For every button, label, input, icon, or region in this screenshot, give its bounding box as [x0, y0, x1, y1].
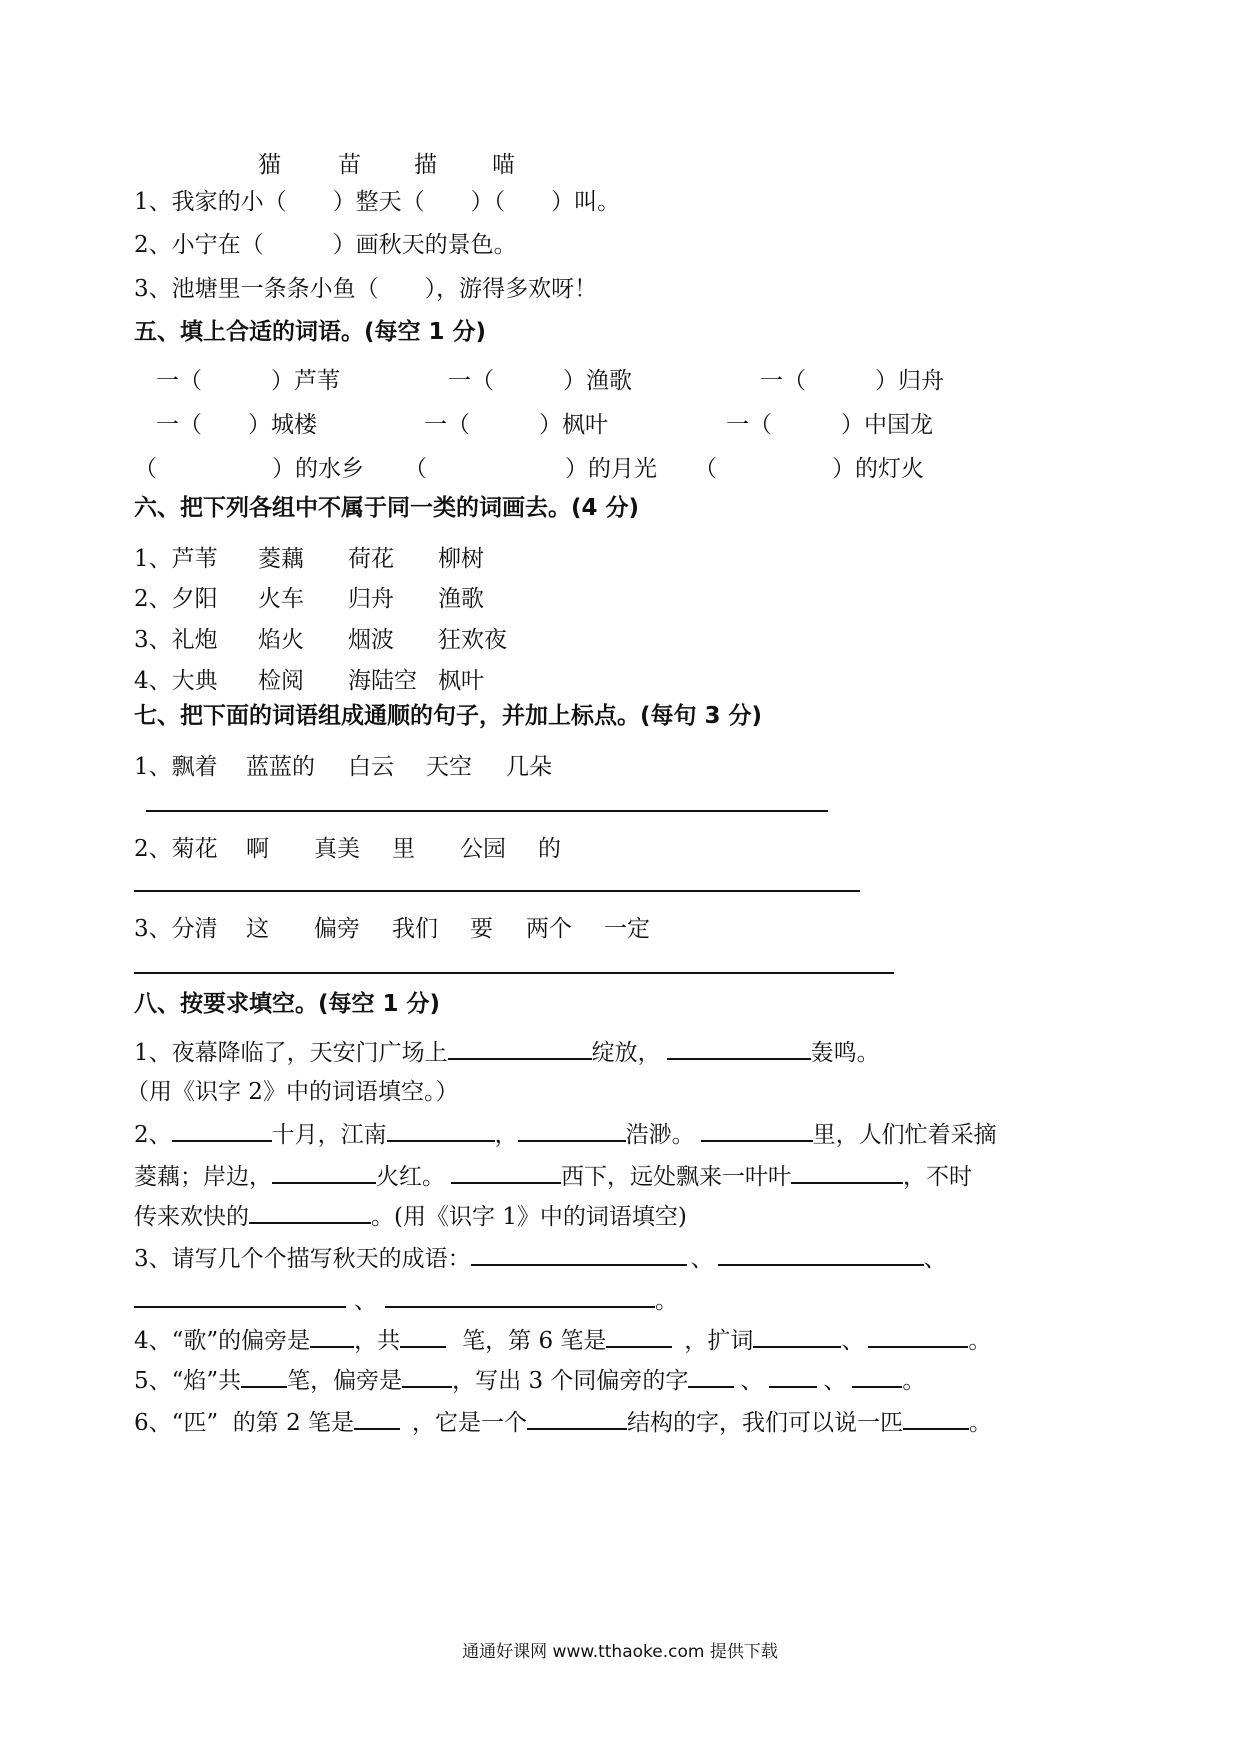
text: 5、“焰”共: [134, 1368, 242, 1394]
sentence-word: 几朵: [506, 754, 552, 780]
fill-word: （ ）的灯火: [694, 456, 924, 482]
answer-line[interactable]: [134, 890, 860, 892]
text: 西下，远处飘来一叶叶: [561, 1164, 791, 1190]
group-word[interactable]: 柳树: [438, 546, 484, 572]
text: 火红。: [376, 1164, 445, 1190]
blank[interactable]: [249, 1200, 371, 1224]
group-word[interactable]: 狂欢夜: [438, 627, 507, 653]
group-word[interactable]: 荷花: [348, 546, 394, 572]
q8-5: [134, 1364, 925, 1395]
sentence-word: 啊: [246, 836, 269, 862]
group-label-word[interactable]: 1、芦苇: [134, 546, 218, 572]
text: 2、: [134, 1122, 172, 1148]
section-title: 七、把下面的词语组成通顺的句子，并加上标点。(每句 3 分): [134, 703, 763, 729]
fill-word: 一（ ）归舟: [760, 368, 944, 394]
text: 笔，偏旁是: [287, 1368, 403, 1394]
blank[interactable]: [385, 1284, 655, 1308]
text: ，写出 3 个同偏旁的字: [452, 1368, 689, 1394]
text: ，不时: [903, 1164, 972, 1190]
q8-2: [134, 1118, 997, 1149]
q4-sentence: 3、池塘里一条条小鱼（ ），游得多欢呀！: [134, 276, 598, 302]
sentence-word: 偏旁: [314, 916, 360, 942]
blank[interactable]: [903, 1406, 969, 1430]
text: 传来欢快的: [134, 1204, 249, 1230]
q8-3: [134, 1242, 947, 1273]
text: ，它是一个: [412, 1410, 528, 1436]
blank[interactable]: [354, 1406, 400, 1430]
sentence-word: 3、分清: [134, 916, 218, 942]
q8-1-note: （用《识字 2》中的词语填空。）: [126, 1079, 459, 1105]
answer-line[interactable]: [146, 810, 828, 812]
char-option: 描: [414, 152, 437, 178]
fill-word: 一（ ）芦苇: [156, 368, 340, 394]
q8-2-cont: [134, 1160, 972, 1191]
char-option: 猫: [258, 152, 281, 178]
blank[interactable]: [451, 1160, 561, 1184]
group-word[interactable]: 火车: [258, 586, 304, 612]
section-title: 八、按要求填空。(每空 1 分): [134, 991, 441, 1017]
text: 。: [968, 1328, 992, 1354]
blank[interactable]: [310, 1324, 354, 1348]
sentence-word: 的: [538, 836, 561, 862]
sentence-word: 蓝蓝的: [246, 754, 315, 780]
q8-6: [134, 1406, 992, 1437]
text: 。: [655, 1288, 678, 1314]
section-title: 六、把下列各组中不属于同一类的词画去。(4 分): [134, 495, 640, 521]
q8-3-cont: [134, 1284, 678, 1315]
blank[interactable]: [718, 1242, 924, 1266]
text: 3、请写几个个描写秋天的成语：: [134, 1246, 471, 1272]
blank[interactable]: [527, 1406, 627, 1430]
blank[interactable]: [241, 1364, 287, 1388]
sentence-word: 我们: [392, 916, 438, 942]
blank[interactable]: [791, 1160, 903, 1184]
text: 。: [969, 1410, 993, 1436]
blank[interactable]: [448, 1036, 592, 1060]
group-word[interactable]: 渔歌: [438, 586, 484, 612]
blank[interactable]: [753, 1324, 841, 1348]
group-word[interactable]: 烟波: [348, 627, 394, 653]
sentence-word: 这: [246, 916, 269, 942]
text: 轰鸣。: [810, 1040, 880, 1066]
section-title: 五、填上合适的词语。(每空 1 分): [134, 319, 487, 345]
group-label-word[interactable]: 2、夕阳: [134, 586, 218, 612]
blank[interactable]: [606, 1324, 672, 1348]
group-word[interactable]: 枫叶: [438, 668, 484, 694]
text: 6、“匹” 的第 2 笔是: [134, 1410, 355, 1436]
text: 。: [902, 1368, 926, 1394]
group-word[interactable]: 归舟: [348, 586, 394, 612]
group-word[interactable]: 海陆空: [348, 668, 417, 694]
page-footer: 通通好课网 www.tthaoke.com 提供下载: [462, 1642, 778, 1662]
blank[interactable]: [134, 1284, 346, 1308]
blank[interactable]: [852, 1364, 902, 1388]
q8-4: [134, 1324, 991, 1355]
fill-word: （ ）的月光: [404, 456, 657, 482]
group-label-word[interactable]: 3、礼炮: [134, 627, 218, 653]
group-word[interactable]: 菱藕: [258, 546, 304, 572]
sentence-word: 里: [392, 836, 415, 862]
text: 菱藕；岸边，: [134, 1164, 272, 1190]
text: 1、夜幕降临了，天安门广场上: [134, 1040, 448, 1066]
text: 、: [740, 1368, 764, 1394]
blank[interactable]: [688, 1364, 734, 1388]
group-word[interactable]: 焰火: [258, 627, 304, 653]
blank[interactable]: [400, 1324, 446, 1348]
sentence-word: 真美: [314, 836, 360, 862]
text: 浩渺。: [625, 1122, 695, 1148]
fill-word: 一（ ）城楼: [156, 412, 317, 438]
text: 结构的字，我们可以说一匹: [627, 1410, 904, 1436]
text: 里，人们忙着采摘: [812, 1122, 997, 1148]
blank[interactable]: [172, 1118, 272, 1142]
group-word[interactable]: 检阅: [258, 668, 304, 694]
text: 十月，江南: [271, 1122, 387, 1148]
sentence-word: 公园: [460, 836, 506, 862]
text: 、: [923, 1246, 947, 1272]
text: ，: [494, 1122, 518, 1148]
text: 4、“歌”的偏旁是: [134, 1328, 311, 1354]
sentence-word: 天空: [426, 754, 472, 780]
text: 、: [690, 1246, 714, 1272]
blank[interactable]: [518, 1118, 626, 1142]
sentence-word: 两个: [526, 916, 572, 942]
group-label-word[interactable]: 4、大典: [134, 668, 218, 694]
text: 绽放，: [591, 1040, 661, 1066]
char-option: 苗: [338, 152, 361, 178]
q8-2-end: [134, 1200, 687, 1231]
sentence-word: 1、飘着: [134, 754, 218, 780]
q8-1: [134, 1036, 880, 1067]
text: 、: [841, 1328, 865, 1354]
text: ，扩词: [684, 1328, 754, 1354]
fill-word: 一（ ）枫叶: [424, 412, 608, 438]
text: 、: [354, 1288, 377, 1314]
text: ，共: [354, 1328, 401, 1354]
sentence-word: 白云: [348, 754, 394, 780]
blank[interactable]: [769, 1364, 817, 1388]
q4-sentence: 1、我家的小（ ）整天（ ）（ ）叫。: [134, 189, 621, 215]
blank[interactable]: [701, 1118, 813, 1142]
sentence-word: 要: [470, 916, 493, 942]
text: 笔，第 6 笔是: [462, 1328, 607, 1354]
fill-word: （ ）的水乡: [134, 456, 364, 482]
blank[interactable]: [402, 1364, 452, 1388]
char-option: 喵: [492, 152, 515, 178]
answer-line[interactable]: [134, 972, 894, 974]
blank[interactable]: [387, 1118, 495, 1142]
sentence-word: 2、菊花: [134, 836, 218, 862]
fill-word: 一（ ）渔歌: [448, 368, 632, 394]
fill-word: 一（ ）中国龙: [726, 412, 933, 438]
blank[interactable]: [272, 1160, 376, 1184]
text: 、: [823, 1368, 847, 1394]
blank[interactable]: [868, 1324, 968, 1348]
text: 。(用《识字 1》中的词语填空): [371, 1204, 687, 1230]
blank[interactable]: [471, 1242, 687, 1266]
q4-sentence: 2、小宁在（ ）画秋天的景色。: [134, 232, 517, 258]
blank[interactable]: [667, 1036, 811, 1060]
sentence-word: 一定: [604, 916, 650, 942]
